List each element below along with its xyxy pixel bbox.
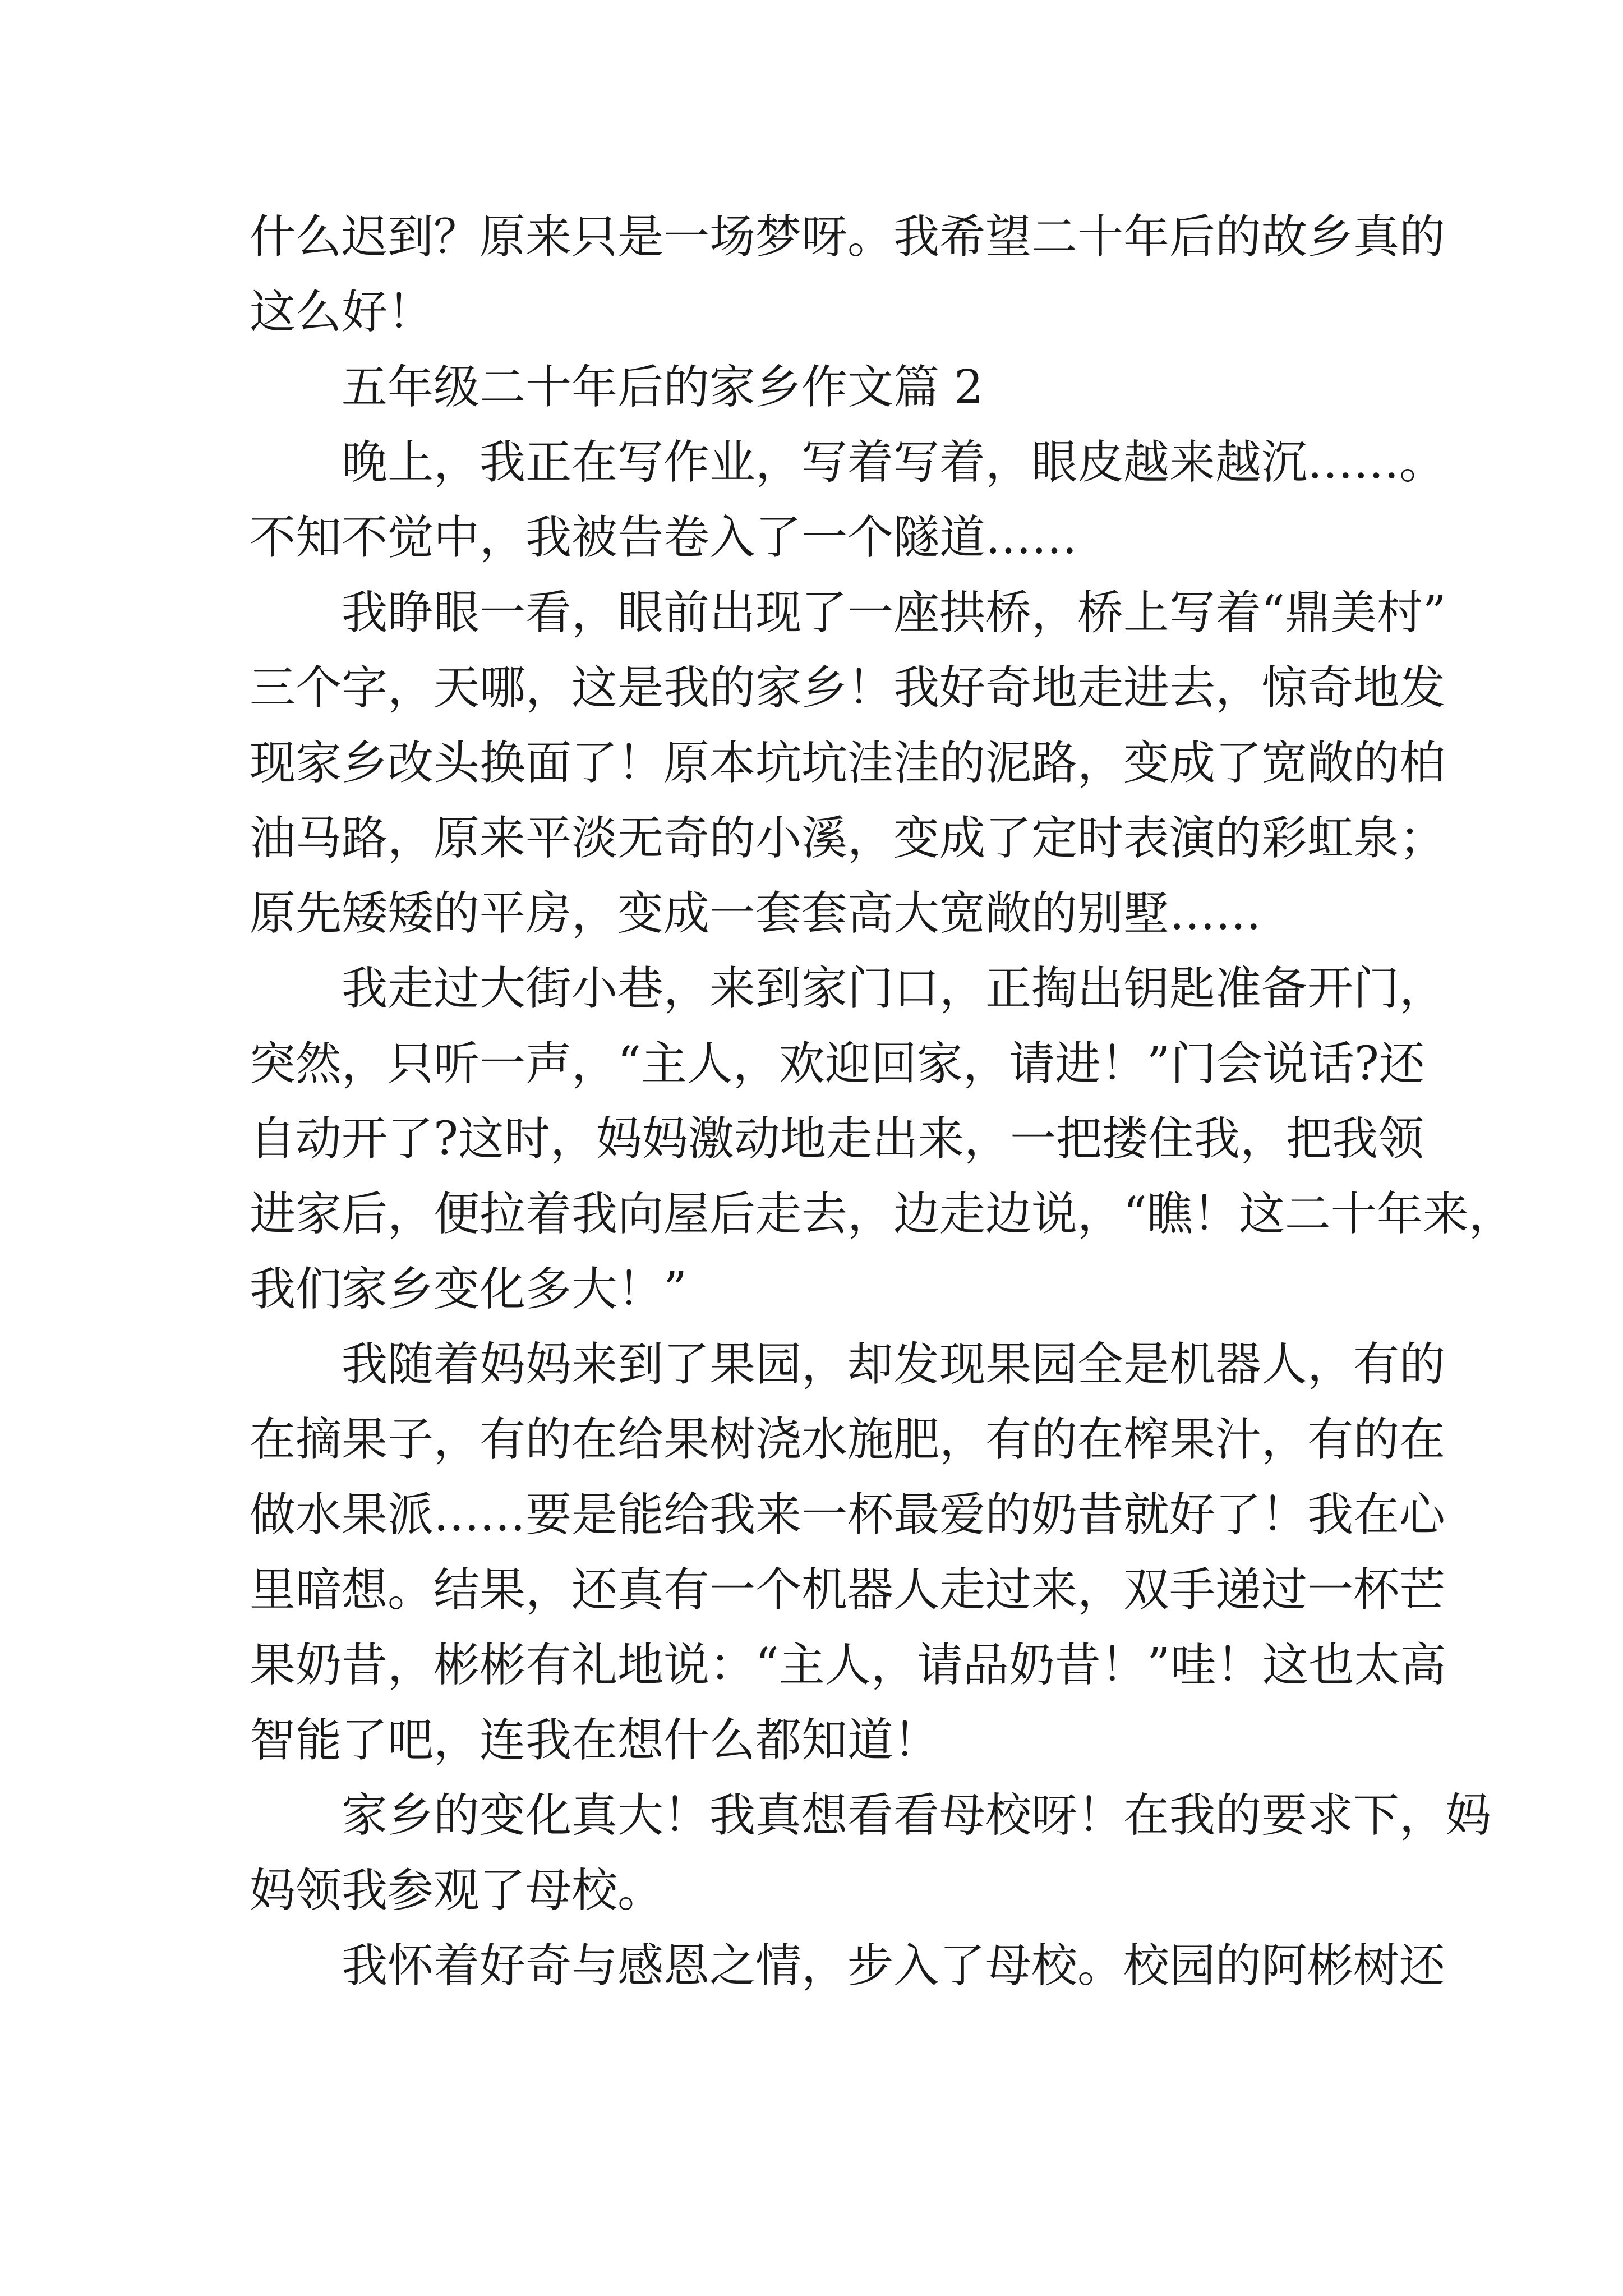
text-line: 进家后，便拉着我向屋后走去，边走边说，“瞧！这二十年来， bbox=[250, 1188, 1515, 1241]
paragraph-start: 家乡的变化真大！我真想看看母校呀！在我的要求下，妈 bbox=[342, 1789, 1492, 1842]
paragraph-start: 我睁眼一看，眼前出现了一座拱桥，桥上写着“鼎美村” bbox=[342, 586, 1446, 639]
text-line: 不知不觉中，我被告卷入了一个隧道…… bbox=[250, 511, 1078, 564]
text-line: 突然，只听一声，“主人，欢迎回家，请进！”门会说话?还 bbox=[250, 1037, 1425, 1091]
text-line: 原先矮矮的平房，变成一套套高大宽敞的别墅…… bbox=[250, 887, 1262, 940]
text-line: 这么好！ bbox=[250, 286, 434, 339]
text-line: 油马路，原来平淡无奇的小溪，变成了定时表演的彩虹泉； bbox=[250, 812, 1446, 865]
text-line: 做水果派……要是能给我来一杯最爱的奶昔就好了！我在心 bbox=[250, 1488, 1446, 1542]
section-heading: 五年级二十年后的家乡作文篇 2 bbox=[342, 361, 984, 414]
text-line: 我们家乡变化多大！” bbox=[250, 1263, 687, 1316]
text-line: 自动开了?这时，妈妈激动地走出来，一把搂住我，把我领 bbox=[250, 1112, 1424, 1166]
text-line: 智能了吧，连我在想什么都知道！ bbox=[250, 1714, 940, 1767]
text-line: 果奶昔，彬彬有礼地说：“主人，请品奶昔！”哇！这也太高 bbox=[250, 1639, 1446, 1692]
text-line: 里暗想。结果，还真有一个机器人走过来，双手递过一杯芒 bbox=[250, 1563, 1446, 1617]
text-line: 什么迟到？原来只是一场梦呀。我希望二十年后的故乡真的 bbox=[250, 210, 1446, 264]
text-line: 在摘果子，有的在给果树浇水施肥，有的在榨果汁，有的在 bbox=[250, 1413, 1446, 1466]
paragraph-start: 晚上，我正在写作业，写着写着，眼皮越来越沉……。 bbox=[342, 436, 1446, 489]
essay-text bbox=[250, 200, 1515, 2004]
text-line: 三个字，天哪，这是我的家乡！我好奇地走进去，惊奇地发 bbox=[250, 661, 1446, 715]
text-line: 妈领我参观了母校。 bbox=[250, 1864, 664, 1917]
paragraph-start: 我怀着好奇与感恩之情，步入了母校。校园的阿彬树还 bbox=[342, 1939, 1446, 1993]
paragraph-start: 我随着妈妈来到了果园，却发现果园全是机器人，有的 bbox=[342, 1338, 1446, 1391]
paragraph-start: 我走过大街小巷，来到家门口，正掏出钥匙准备开门， bbox=[342, 962, 1446, 1015]
text-line: 现家乡改头换面了！原本坑坑洼洼的泥路，变成了宽敞的柏 bbox=[250, 737, 1446, 790]
